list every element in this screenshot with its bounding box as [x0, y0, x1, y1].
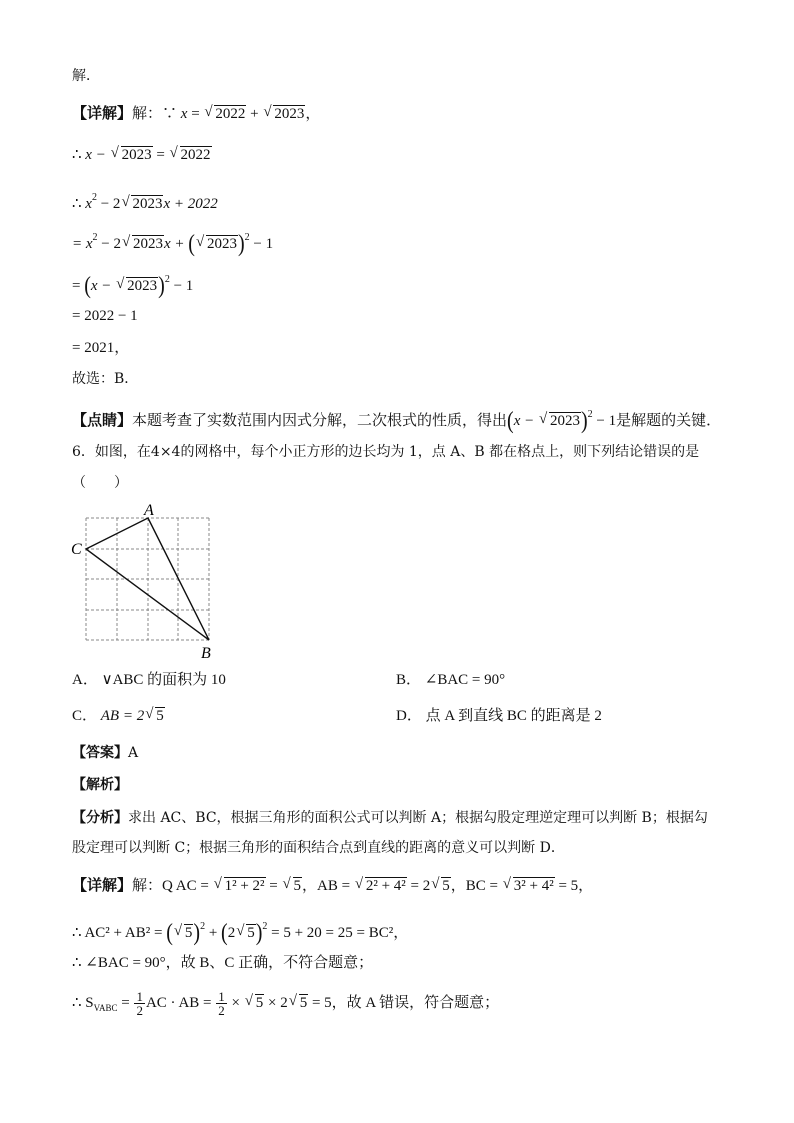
detail-2-line-1 [72, 876, 593, 896]
expr: x − [513, 413, 538, 429]
var-x: x [180, 106, 188, 122]
exponent: 2 [200, 921, 206, 932]
choose-line: 故选：B． [72, 371, 139, 387]
analysis-tag: 【解析】 [72, 777, 128, 793]
expr: 解：Q AC = [132, 878, 213, 894]
solution-prefix: 解． [72, 68, 100, 84]
sqrt-2023: √ 2023 [116, 276, 158, 296]
expr: × 2 [264, 994, 288, 1011]
coef: 2 [227, 925, 236, 941]
analyze-line-2: 股定理可以判断 C；根据三角形的面积结合点到直线的距离的意义可以判断 D． [72, 840, 565, 856]
sqrt-2022: √ 2022 [170, 145, 212, 165]
sqrt-5: √ 5 [289, 993, 309, 1013]
option-letter: A． [72, 672, 98, 688]
option-text: ∠BAC = 90° [424, 672, 506, 688]
option-text: 点 A 到直线 BC 的距离是 2 [425, 708, 602, 724]
paren: ) [158, 272, 165, 300]
comment-text: − 1是解题的关键． [592, 413, 722, 429]
step-4 [72, 270, 194, 300]
label-c: C [71, 541, 82, 558]
expr: = x [72, 236, 93, 252]
expr: AC · AB = [145, 994, 216, 1011]
exponent: 2 [587, 409, 593, 420]
question-6-line-1: 6．如图，在4×4的网格中，每个小正方形的边长均为 1，点 A、B 都在格点上，则下列结论错误的是 [72, 444, 700, 460]
expr: x − [85, 147, 110, 163]
option-c[interactable] [72, 706, 165, 726]
comma: ， [305, 106, 321, 122]
paren: ( [84, 272, 91, 300]
grid-triangle-figure [70, 502, 220, 662]
label-b: B [201, 645, 211, 662]
step-5: = 2022 − 1 [72, 308, 138, 324]
option-text: AB = 2 [100, 708, 145, 724]
sqrt-2023: √ 2023 [196, 234, 238, 254]
fraction: $\frac{1}{2}$ [218, 989, 225, 1018]
eq: = [72, 278, 85, 294]
option-d[interactable] [396, 706, 602, 726]
step-2 [72, 188, 218, 214]
exponent: 2 [92, 232, 98, 243]
sqrt-5: √ 5 [431, 876, 451, 896]
sqrt-2023: √ 2023 [122, 234, 164, 254]
answer-value: A [128, 745, 139, 761]
fraction: $\frac{1}{2}$ [136, 989, 143, 1018]
eq: = [187, 106, 204, 122]
eq: = [117, 994, 134, 1011]
expr: ，AB = [302, 878, 354, 894]
expr: − 2 [97, 236, 121, 252]
expr: ∴ AC² + AB² = [72, 925, 167, 941]
paren: ) [580, 407, 588, 435]
subscript: VABC [93, 1002, 118, 1013]
paren: ( [188, 230, 195, 258]
sqrt-5: √ 5 [145, 706, 165, 726]
detail-line-1 [72, 104, 320, 124]
comment-line [72, 405, 722, 435]
analyze-tag: 【分析】 [72, 810, 128, 826]
expr: ，BC = [450, 878, 502, 894]
plus: + [205, 925, 222, 941]
expr: − 1 [169, 278, 194, 294]
option-letter: B． [396, 672, 422, 688]
sqrt-2023: √ 2023 [539, 411, 581, 431]
sqrt-expr: √ 3² + 4² [503, 876, 555, 896]
expr: = 2 [406, 878, 431, 894]
sqrt-2022: √ 2022 [204, 104, 246, 124]
exponent: 2 [91, 192, 97, 203]
paren: ( [221, 919, 228, 947]
plus: + [246, 106, 263, 122]
option-a[interactable] [72, 670, 226, 690]
therefore-symbol: ∴ [72, 196, 82, 212]
detail-2-line-4 [72, 990, 499, 1018]
detail-tag: 【详解】 [72, 878, 133, 894]
sqrt-2023: √ 2023 [111, 145, 153, 165]
expr: = 5，故 A 错误，符合题意； [308, 994, 500, 1011]
paren: ) [255, 919, 263, 947]
sqrt-expr: √ 2² + 4² [355, 876, 407, 896]
expr: x − [90, 278, 116, 294]
expr: = 5， [554, 878, 594, 894]
expr: − 2 [96, 196, 121, 212]
expr: − 1 [249, 236, 274, 252]
paren: ) [193, 919, 201, 947]
answer-line [72, 743, 138, 763]
sqrt-5: √ 5 [174, 923, 194, 943]
step-3 [72, 228, 274, 258]
analyze-line-1 [72, 808, 708, 828]
label-a: A [144, 502, 154, 519]
sqrt-5: √ 5 [283, 876, 303, 896]
exponent: 2 [164, 274, 170, 285]
var-x: x [85, 196, 92, 212]
detail-lead: 解：∵ [132, 106, 178, 122]
eq: = [265, 878, 282, 894]
expr-tail: x + 2022 [163, 196, 218, 212]
analyze-text: 求出 AC、BC，根据三角形的面积公式可以判断 A；根据勾股定理逆定理可以判断 B；根据勾 [128, 810, 708, 826]
step-1 [72, 145, 212, 165]
eq: = [152, 147, 169, 163]
sqrt-2023: √ 2023 [121, 194, 163, 214]
expr: x + [164, 236, 189, 252]
sqrt-2023: √ 2023 [263, 104, 305, 124]
comment-text: 本题考查了实数范围内因式分解，二次根式的性质，得出 [132, 413, 508, 429]
times: × [227, 994, 244, 1011]
detail-2-line-2 [72, 917, 409, 947]
therefore-symbol: ∴ [72, 147, 82, 163]
paren: ( [166, 919, 173, 947]
grid [86, 518, 209, 640]
sqrt-expr: √ 1² + 2² [214, 876, 266, 896]
comment-tag: 【点睛】 [72, 413, 133, 429]
exponent: 2 [244, 232, 250, 243]
expr: ∴ S [72, 994, 94, 1011]
question-6-line-2: （ ） [72, 475, 128, 491]
sqrt-5: √ 5 [236, 923, 256, 943]
exponent: 2 [262, 921, 268, 932]
step-6: = 2021， [72, 340, 130, 356]
option-letter: C． [72, 708, 98, 724]
answer-tag: 【答案】 [72, 745, 128, 761]
paren: ( [507, 407, 514, 435]
detail-2-line-3: ∴ ∠BAC = 90°，故 B、C 正确，不符合题意； [72, 955, 374, 971]
option-text: ∨ABC 的面积为 10 [101, 672, 226, 688]
paren: ) [237, 230, 245, 258]
sqrt-5: √ 5 [245, 993, 265, 1013]
detail-tag: 【详解】 [72, 106, 133, 122]
expr: = 5 + 20 = 25 = BC²， [267, 925, 409, 941]
option-letter: D． [396, 708, 422, 724]
option-b[interactable] [396, 670, 505, 690]
